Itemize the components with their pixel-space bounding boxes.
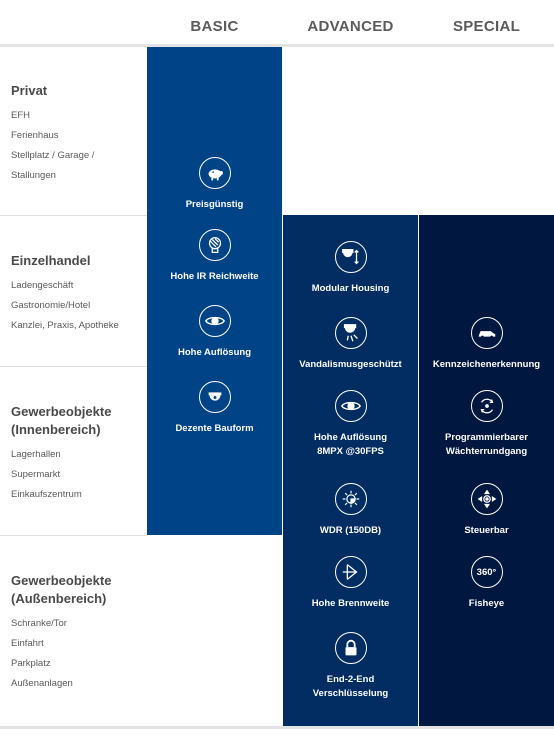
ptz-control-icon [471,483,503,515]
feature-label: End-2-End Verschlüsselung [312,674,389,699]
feature-hohe-aufloesung [147,305,282,360]
feature-label: Steuerbar [464,525,509,536]
category-item: Stallungen [11,170,56,181]
eye-icon [335,390,367,422]
feature-label: Modular Housing [311,283,390,294]
360-icon: 360° [471,556,503,588]
sun-icon [335,483,367,515]
feature-preisguenstig [147,157,282,212]
modular-camera-icon [335,241,367,273]
feature-label: Hohe Auflösung 8MPX @30FPS [314,432,387,457]
lens-icon [335,556,367,588]
category-item: Supermarkt [11,469,61,480]
category-gewerbe-aussen [11,572,146,694]
feature-label: Kennzeichenerkennung [432,359,541,370]
feature-label: WDR (150DB) [319,525,382,536]
feature-vandalismusgeschuetzt [283,317,418,372]
feature-ir-reichweite [147,229,282,284]
piggy-bank-icon [199,157,231,189]
category-title: Privat [11,83,48,98]
category-item: Ladengeschäft [11,280,74,291]
category-item: Einfahrt [11,638,44,649]
category-item: Kanzlei, Praxis, Apotheke [11,320,119,331]
feature-hohe-aufloesung-8mpx [283,390,418,459]
feature-label: Preisgünstig [185,199,244,210]
category-privat [11,82,146,186]
category-title: Gewerbeobjekte (Außenbereich) [11,573,112,606]
feature-wdr [283,483,418,538]
header-special: SPECIAL [452,18,521,35]
eye-icon [199,305,231,337]
category-title: Gewerbeobjekte (Innenbereich) [11,404,112,437]
feature-label: Programmierbarer Wächterrundgang [445,432,528,457]
feature-fisheye [419,556,554,611]
feature-steuerbar [419,483,554,538]
feature-dezente-bauform [147,381,282,436]
feature-waechterrundgang [419,390,554,459]
feature-label: Hohe IR Reichweite [170,271,259,282]
feature-label: Hohe Brennweite [311,598,390,609]
feature-kennzeichenerkennung [419,317,554,372]
category-item: Lagerhallen [11,449,61,460]
category-einzelhandel [11,252,146,336]
ir-lamp-icon [199,229,231,261]
category-item: EFH [11,110,30,121]
row-divider [0,215,147,216]
feature-label: Dezente Bauform [175,423,254,434]
category-item: Außenanlagen [11,678,73,689]
feature-label: Fisheye [468,598,505,609]
car-icon [471,317,503,349]
category-title: Einzelhandel [11,253,91,268]
category-item: Einkaufszentrum [11,489,82,500]
dome-camera-icon [199,381,231,413]
row-divider [0,366,147,367]
feature-end-2-end [283,632,418,701]
category-item: Ferienhaus [11,130,59,141]
patrol-icon [471,390,503,422]
feature-label: Hohe Auflösung [178,347,251,358]
row-divider [0,535,147,536]
feature-modular-housing [283,241,418,296]
special-column [419,215,554,726]
basic-column [147,47,282,535]
header-advanced: ADVANCED [307,18,394,35]
vandal-camera-icon [335,317,367,349]
feature-label: Vandalismusgeschützt [299,359,402,370]
category-item: Stellplatz / Garage / [11,150,95,161]
bottom-divider [0,726,554,729]
category-item: Parkplatz [11,658,51,669]
category-item: Gastronomie/Hotel [11,300,91,311]
feature-hohe-brennweite [283,556,418,611]
category-item: Schranke/Tor [11,618,67,629]
category-gewerbe-innen [11,403,146,505]
header-basic: BASIC [190,18,239,35]
lock-icon [335,632,367,664]
